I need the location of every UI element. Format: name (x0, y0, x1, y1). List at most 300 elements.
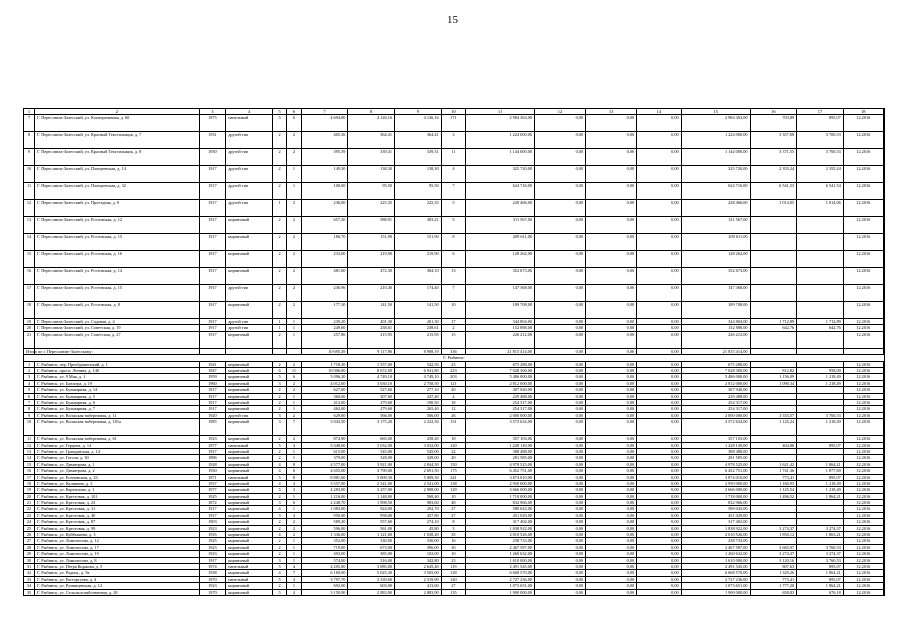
table-cell: 1923 (199, 551, 226, 557)
table-cell: 1 712,89 (750, 319, 797, 325)
table-cell: 151,90 (395, 234, 442, 251)
table-cell: 12.2016 (843, 525, 883, 531)
table-cell: 150 (441, 461, 465, 467)
table-cell: 203 (441, 374, 465, 380)
table-cell: 12.2016 (843, 374, 883, 380)
table-row (24, 419, 885, 436)
table-cell: кирпичный (226, 480, 273, 486)
table-cell: 2 (272, 387, 286, 393)
table-cell: 2 (287, 268, 301, 285)
table-cell: 3 032,00 (348, 442, 395, 448)
table-cell: 3 120,16 (750, 557, 797, 563)
table-cell: 1917 (199, 406, 226, 412)
table-cell: 4 (272, 532, 286, 538)
table-cell: 12.2016 (843, 461, 883, 467)
table-cell: 2 (272, 448, 286, 454)
table-cell: 895,07 (797, 474, 844, 480)
table-cell: 2 (272, 455, 286, 461)
table-cell: 12.2016 (843, 166, 883, 183)
table-cell (797, 268, 844, 285)
table-cell: 5 009,30 (395, 474, 442, 480)
table-cell: 2 467 587,00 (681, 544, 750, 550)
table-cell-spacer (883, 166, 884, 183)
table-cell: 189 708,00 (681, 302, 750, 319)
table-cell: 3 557,00 (301, 480, 348, 486)
table-row (24, 200, 885, 217)
table-cell (750, 251, 797, 268)
table-cell: 339,31 (348, 149, 395, 166)
table-cell: 0,00 (535, 589, 586, 595)
table-cell: 3 (272, 557, 286, 563)
table-cell: 4 749,10 (348, 374, 395, 380)
table-cell: 5 096,20 (301, 374, 348, 380)
table-cell: 6 941,80 (395, 368, 442, 374)
table-cell: 0,00 (637, 583, 681, 589)
table-cell: 1941 (199, 361, 226, 367)
table-cell: 12.2016 (843, 380, 883, 386)
table-cell: кирпичный (226, 400, 273, 406)
table-cell: 30 (441, 544, 465, 550)
table-cell: 0,00 (535, 500, 586, 506)
table-cell: 0,00 (586, 387, 637, 393)
table-cell: 6 (272, 368, 286, 374)
table-cell (797, 234, 844, 251)
table-cell: 2 645,40 (395, 563, 442, 569)
table-cell: 190,50 (395, 400, 442, 406)
table-cell: 1917 (199, 234, 226, 251)
table-cell: 1 228 149,00 (466, 442, 535, 448)
table-cell: кирпичный (226, 436, 273, 442)
table-cell: 3 666 000,00 (466, 487, 535, 493)
table-cell-spacer (883, 149, 884, 166)
table-cell-spacer (883, 302, 884, 319)
table-cell: 6 541,53 (750, 183, 797, 200)
table-cell: 10 006,00 (301, 368, 348, 374)
table-cell: 451 029,00 (466, 512, 535, 518)
table-cell: 6 541,54 (797, 183, 844, 200)
table-cell: 703,89 (750, 115, 797, 132)
table-cell: 773,41 (750, 474, 797, 480)
table-cell: 0,00 (586, 380, 637, 386)
table-cell: кирпичный (226, 493, 273, 499)
table-cell: 12.2016 (843, 493, 883, 499)
table-cell: 0,00 (535, 331, 586, 348)
table-cell: 8 (24, 132, 35, 149)
table-cell: кирпичный (226, 589, 273, 595)
table-cell: 12.2016 (843, 387, 883, 393)
table-cell: 15 (24, 251, 35, 268)
table-cell: кирпичный (226, 387, 273, 393)
table-cell: 4 978 525,00 (681, 461, 750, 467)
table-cell: 149,30 (301, 166, 348, 183)
table-cell: 3 760,53 (797, 149, 844, 166)
table-cell: 2 984 363,00 (681, 115, 750, 132)
table-cell: 3 700,53 (797, 132, 844, 149)
table-cell: Г. Переславль-Залесский, ул. Красный Текстильщик, д. 7 (35, 132, 199, 149)
table-cell: 627,00 (301, 387, 348, 393)
table-cell: 2 (287, 234, 301, 251)
table-cell: 1977 (199, 442, 226, 448)
table-cell: 1 (287, 455, 301, 461)
table-cell: 19 (24, 487, 35, 493)
table-cell: 3 572 634,00 (466, 419, 535, 436)
table-cell: 568,40 (395, 493, 442, 499)
table-cell: 1 850,12 (750, 532, 797, 538)
table-cell: 1917 (199, 512, 226, 518)
table-cell: кирпичный (226, 500, 273, 506)
table-cell: 3 (272, 419, 286, 436)
table-cell: 924,00 (348, 506, 395, 512)
table-cell: 12.2016 (843, 563, 883, 569)
table-cell: кирпичный (226, 302, 273, 319)
table-cell: 0,00 (586, 268, 637, 285)
table-cell: 0,00 (637, 589, 681, 595)
table-cell: 692,00 (301, 583, 348, 589)
table-cell: 12.2016 (843, 268, 883, 285)
table-cell: Г. Рыбинск, ул. Калинина, д. 3 (35, 480, 199, 486)
table-row (24, 302, 885, 319)
table-cell: 0,00 (535, 361, 586, 367)
table-cell: 0,00 (535, 461, 586, 467)
table-cell: 1 156,09 (750, 374, 797, 380)
table-cell: 2 000 000,00 (681, 412, 750, 418)
table-cell: 1937 (199, 480, 226, 486)
table-cell: 2 727 236,00 (681, 576, 750, 582)
table-row (24, 166, 885, 183)
table-cell: 1917 (199, 285, 226, 302)
table-cell: 119 (441, 563, 465, 569)
table-cell: 0,00 (637, 368, 681, 374)
table-cell: 1 900 000,00 (681, 589, 750, 595)
table-cell: 4 (272, 480, 286, 486)
table-cell: 0,00 (586, 132, 637, 149)
table-cell: 615,00 (301, 448, 348, 454)
table-cell: панельный (226, 442, 273, 448)
table-cell: 0,00 (535, 302, 586, 319)
table-cell: 1971 (199, 474, 226, 480)
table-cell: кирпичный (226, 532, 273, 538)
table-cell: 238 733,00 (681, 538, 750, 544)
table-cell: 210,40 (348, 285, 395, 302)
table-cell: 22 (24, 506, 35, 512)
table-cell: 0,00 (637, 461, 681, 467)
table-cell: 665,00 (348, 436, 395, 442)
table-cell: кирпичный (226, 217, 273, 234)
table-cell: 12.2016 (843, 132, 883, 149)
table-cell: 0,00 (535, 400, 586, 406)
table-cell: 0,00 (586, 319, 637, 325)
table-cell: 0,00 (586, 361, 637, 367)
table-cell: кирпичный (226, 551, 273, 557)
table-cell: 0,00 (637, 251, 681, 268)
table-cell: 27 (24, 538, 35, 544)
table-cell: 1 014,06 (797, 200, 844, 217)
table-cell: 1947 (199, 368, 226, 374)
table-cell: 2 (287, 302, 301, 319)
table-cell: 0,00 (586, 576, 637, 582)
table-cell: 12.2016 (843, 506, 883, 512)
table-cell: 0,00 (637, 285, 681, 302)
table-cell: 1 712,89 (797, 319, 844, 325)
table-cell: 14 (24, 234, 35, 251)
table-cell: другой тип (226, 183, 273, 200)
table-cell: 3 150,90 (301, 589, 348, 595)
table-cell: 35 (441, 532, 465, 538)
table-cell-spacer (883, 115, 884, 132)
table-cell: 1 718,30 (301, 361, 348, 367)
table-cell: Г. Переславль-Залесский, ул. Проездная, д. 8 (35, 200, 199, 217)
table-cell: 675 288,00 (466, 361, 535, 367)
table-cell: Г. Рыбинск, ул. Ломоносова, д. 19 (35, 551, 199, 557)
table-cell: 226 212,00 (466, 331, 535, 348)
table-row (24, 132, 885, 149)
table-cell: 4 (272, 506, 286, 512)
table-cell: 0,00 (535, 200, 586, 217)
table-cell: 1 (287, 583, 301, 589)
table-cell: 0,00 (637, 183, 681, 200)
table-cell: Г. Рыбинск, ул. Блюхера, д. 19 (35, 380, 199, 386)
table-cell: 0,00 (637, 319, 681, 325)
table-cell: 12 (441, 406, 465, 412)
table-cell: 21 (24, 500, 35, 506)
table-cell: 0,00 (637, 419, 681, 436)
table-cell: 8 (441, 519, 465, 525)
table-cell: 18 (24, 302, 35, 319)
table-cell: 566,00 (395, 412, 442, 418)
table-cell: 21 (24, 331, 35, 348)
table-cell: 3 760,53 (797, 412, 844, 418)
table-cell: 2 (272, 436, 286, 442)
table-cell: 277,10 (395, 387, 442, 393)
table-cell: 3 (24, 374, 35, 380)
table-cell: 4 (287, 442, 301, 448)
table-cell: 0,00 (535, 319, 586, 325)
table-cell: 895,07 (797, 576, 844, 582)
table-cell: 27 (441, 506, 465, 512)
table-cell: 0,00 (637, 325, 681, 331)
table-cell: 238,61 (395, 325, 442, 331)
table-cell: 215,95 (395, 331, 442, 348)
table-cell: 0,00 (637, 448, 681, 454)
table-cell: Г. Рыбинск, ул. Бульварная, д. 14 (35, 387, 199, 393)
table-cell (750, 217, 797, 234)
table-cell: 23 (441, 361, 465, 367)
table-cell: 1923 (199, 583, 226, 589)
table-cell: 209 611,00 (466, 234, 535, 251)
table-cell: 0,00 (535, 519, 586, 525)
table-cell: 0,00 (586, 368, 637, 374)
table-cell: 0,00 (586, 325, 637, 331)
table-cell: кирпичный (226, 455, 273, 461)
table-cell: 0,00 (535, 544, 586, 550)
table-cell: 0,00 (535, 251, 586, 268)
table-cell: 1 864,21 (797, 461, 844, 467)
table-cell: кирпичный (226, 544, 273, 550)
table-cell: 3 274,37 (797, 551, 844, 557)
table-cell: 1 863,21 (797, 532, 844, 538)
table-cell: 2 (287, 525, 301, 531)
table-cell: 5 009,30 (348, 474, 395, 480)
table-cell: 26 (24, 532, 35, 538)
table-cell: 265,40 (395, 406, 442, 412)
table-cell: 141,50 (348, 302, 395, 319)
table-cell (797, 331, 844, 348)
table-cell: 2 491 545,00 (681, 563, 750, 569)
table-cell: Г. Рыбинск, пер. Преображенский, д. 1 (35, 361, 199, 367)
table-cell: 0,00 (637, 380, 681, 386)
table-cell: 12.2016 (843, 183, 883, 200)
table-cell: 3 085,00 (348, 563, 395, 569)
table-cell: Г. Переславль-Залесский, ул. Плещеевская, д. 14 (35, 166, 199, 183)
table-cell: 138,30 (348, 166, 395, 183)
table-cell: 225,35 (395, 200, 442, 217)
table-cell: 2 (287, 412, 301, 418)
table-cell: 3 533,57 (750, 412, 797, 418)
table-cell: 4 978 525,00 (466, 461, 535, 467)
table-cell: Г. Рыбинск, ул. Крестовая, д. 23 (35, 500, 199, 506)
table-cell: 0,00 (535, 563, 586, 569)
table-cell: Г. Рыбинск, ул. Волжская набережная, д. 61 (35, 436, 199, 442)
table-cell: кирпичный (226, 419, 273, 436)
table-cell: 12 (24, 200, 35, 217)
table-cell: 14 (24, 455, 35, 461)
table-cell: 1 125,54 (750, 487, 797, 493)
table-cell: 1 160,93 (750, 480, 797, 486)
table-cell: 2 491 545,00 (466, 563, 535, 569)
table-cell: 128 262,00 (681, 251, 750, 268)
table-cell: 219,90 (348, 251, 395, 268)
table-cell: 395,39 (301, 149, 348, 166)
column-number-cell: 17 (797, 109, 844, 115)
table-cell: кирпичный (226, 251, 273, 268)
table-cell: 147 368,00 (681, 285, 750, 302)
table-cell: Итого по г. Переславлю-Залесскому: (24, 348, 35, 354)
table-cell: 2 727 236,00 (466, 576, 535, 582)
table-cell: 1 864,21 (797, 583, 844, 589)
table-cell: 3 943,50 (301, 419, 348, 436)
table-cell: кирпичный (226, 512, 273, 518)
table-cell: кирпичный (226, 519, 273, 525)
table-cell: 472,30 (348, 268, 395, 285)
table-cell: 0,00 (637, 442, 681, 448)
column-number-cell: 7 (301, 109, 348, 115)
table-cell: 0,00 (535, 448, 586, 454)
table-cell: Г. Рыбинск, ул. Крестовая, д. 87 (35, 519, 199, 525)
table-cell: 3 357,08 (750, 132, 797, 149)
table-cell: 1917 (199, 319, 226, 325)
table-cell: 5 486 000,00 (681, 374, 750, 380)
table-row (24, 331, 885, 348)
table-cell: 383,21 (395, 217, 442, 234)
table-cell: другой тип (226, 132, 273, 149)
table-cell: 48 (441, 500, 465, 506)
table-cell: 1 073 651,00 (466, 583, 535, 589)
table-cell: 0,00 (535, 583, 586, 589)
table-cell: 279,60 (348, 400, 395, 406)
table-cell: 675 288,00 (681, 361, 750, 367)
table-cell: 258,20 (395, 436, 442, 442)
table-cell: 773,41 (750, 576, 797, 582)
table-cell: кирпичный (226, 525, 273, 531)
table-cell: 0,00 (586, 419, 637, 436)
table-cell: 2 (272, 525, 286, 531)
table-cell: 9 (441, 217, 465, 234)
table-cell: 4 694,80 (301, 115, 348, 132)
table-cell: 4 012,00 (301, 380, 348, 386)
table-cell: 3 666 000,00 (681, 487, 750, 493)
table-cell: 0,00 (637, 468, 681, 474)
table-cell: 16 (441, 538, 465, 544)
table-cell: 0,00 (535, 234, 586, 251)
table-cell: 17 (441, 319, 465, 325)
table-cell: 1 (287, 557, 301, 563)
table-cell: 0,00 (535, 506, 586, 512)
table-cell: 0,00 (586, 400, 637, 406)
table-cell: 0,00 (637, 234, 681, 251)
table-cell: 0,00 (586, 538, 637, 544)
table-cell: 2 (287, 200, 301, 217)
table-cell: 307,60 (348, 393, 395, 399)
table-cell: 3 665,97 (750, 544, 797, 550)
table-cell: 12.2016 (843, 368, 883, 374)
table-cell: 874,90 (301, 436, 348, 442)
table-row (24, 589, 885, 595)
table-cell: 0,00 (535, 480, 586, 486)
table-cell: 0,00 (637, 532, 681, 538)
table-cell: 3 (441, 525, 465, 531)
column-number-cell: 4 (226, 109, 273, 115)
table-cell: 1 090,34 (750, 380, 797, 386)
table-cell: 2 (272, 583, 286, 589)
table-cell: 1917 (199, 302, 226, 319)
table-cell: 2 (287, 149, 301, 166)
table-cell: 2 (287, 380, 301, 386)
table-cell: 0,00 (586, 149, 637, 166)
table-cell: 1917 (199, 325, 226, 331)
table-cell: 388 488,00 (681, 448, 750, 454)
table-cell: 1886 (199, 455, 226, 461)
table-cell: 3 348,00 (301, 442, 348, 448)
column-number-cell: 2 (35, 109, 199, 115)
table-cell: 1 900 000,00 (466, 589, 535, 595)
table-cell: 396,00 (395, 544, 442, 550)
table-cell: 12.2016 (843, 400, 883, 406)
table-cell: 527,60 (348, 387, 395, 393)
table-cell: 0,00 (586, 480, 637, 486)
table-cell: 249,60 (301, 325, 348, 331)
table-cell: 2 541,00 (348, 480, 395, 486)
table-cell: 2 (272, 302, 286, 319)
table-cell: 1 777,20 (750, 583, 797, 589)
table-cell: 1 741,36 (750, 468, 797, 474)
table-cell: Г. Переславль-Залесский, ул. Садовая, д. 4 (35, 319, 199, 325)
table-cell: 2 908,00 (395, 487, 442, 493)
table-cell: кирпичный (226, 487, 273, 493)
table-cell: 4 (272, 468, 286, 474)
table-cell: 201,30 (395, 319, 442, 325)
table-cell: 542,50 (395, 361, 442, 367)
table-row (24, 217, 885, 234)
table-cell: 1 (287, 406, 301, 412)
table-cell: 0,00 (535, 132, 586, 149)
table-cell: 344 804,00 (466, 319, 535, 325)
table-cell: Г. Рыбинск, ул. Гоголя, д. 30 (35, 455, 199, 461)
table-cell: 0,00 (535, 380, 586, 386)
table-cell: 1 718 000,00 (681, 493, 750, 499)
table-cell: 24 (24, 519, 35, 525)
table-cell: 1 877,69 (797, 468, 844, 474)
table-cell: 0,00 (637, 551, 681, 557)
